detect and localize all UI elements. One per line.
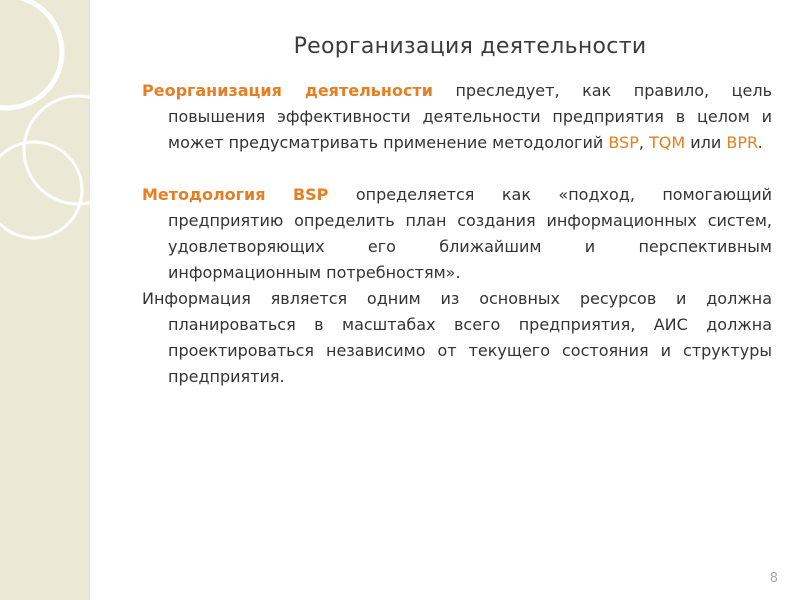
deco-circle-medium: [24, 96, 120, 204]
deco-circle-large: [0, 0, 62, 108]
slide-content: [142, 78, 772, 390]
slide-title: Реорганизация деятельности: [293, 34, 647, 59]
paragraph-information: Информация является одним из основных ресурсов и должна планироваться в масштабах всего предприятия, АИС должна проектироваться независимо от текущего состояния и структуры предприятия.: [142, 289, 772, 386]
separator: .: [757, 133, 763, 152]
term-bsp-bold: BSP: [292, 185, 329, 204]
separator: или: [685, 133, 727, 152]
term-reorganization: Реорганизация деятельности: [142, 81, 433, 100]
paragraph-text: преследует, как правило, цель повышения эффективности деятельности предприятия в целом и может предусматривать применение методологий: [168, 81, 772, 152]
paragraph-text: определяется как «подход, помогающий предприятию определить план создания информационных систем, удовлетворяющих его ближайшим и перспективным информационным потребностям».: [168, 185, 773, 282]
term-bpr: BPR: [726, 133, 758, 152]
term-tqm: TQM: [649, 133, 686, 152]
paragraph-bsp-methodology: [142, 182, 772, 286]
separator: ,: [638, 133, 650, 152]
paragraph-reorganization: [142, 78, 772, 156]
page-number: 8: [769, 571, 778, 586]
term-methodology: Методология: [142, 185, 266, 204]
decorative-circles: [0, 0, 120, 260]
term-bsp: BSP: [608, 133, 639, 152]
